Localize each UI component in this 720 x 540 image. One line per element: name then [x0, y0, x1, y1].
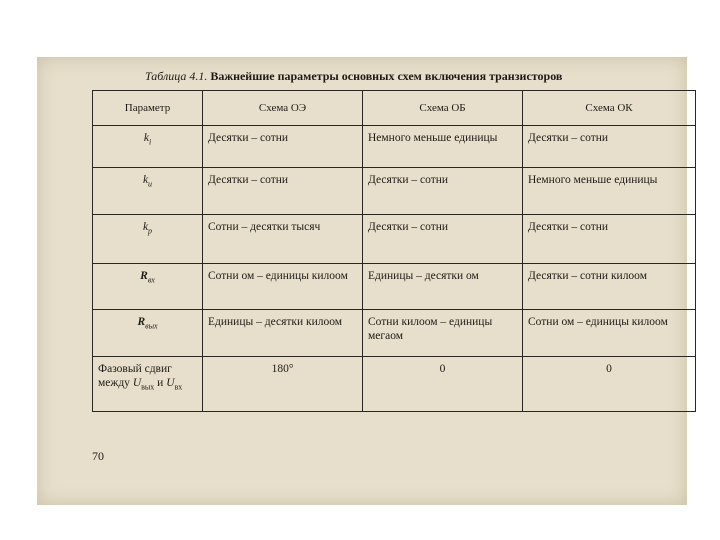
header-scheme-oe: Схема ОЭ	[203, 91, 363, 126]
phase-shift-text: Фазовый сдвиг между	[98, 363, 172, 389]
param-cell: $k_u$	[93, 168, 203, 215]
value-cell-oe: 180°	[203, 357, 363, 412]
value-cell-ob: Сотни килоом – единицы мегаом	[363, 310, 523, 357]
value-cell-ok: Немного меньше единицы	[523, 168, 696, 215]
value-cell-ok: 0	[523, 357, 696, 412]
header-scheme-ok: Схема ОК	[523, 91, 696, 126]
value-cell-ob: Единицы – десятки ом	[363, 264, 523, 310]
header-parameter: Параметр	[93, 91, 203, 126]
param-cell: $k_p$	[93, 215, 203, 264]
table-row	[93, 168, 696, 215]
book-page	[37, 57, 687, 505]
value-cell-oe: Сотни – десятки тысяч	[203, 215, 363, 264]
parameters-table	[92, 90, 696, 412]
caption-label: Таблица 4.1.	[145, 69, 208, 83]
param-cell: $R_{вх}$	[93, 264, 203, 310]
value-cell-oe: Десятки – сотни	[203, 168, 363, 215]
param-cell-phase-shift: Фазовый сдвиг между $U_{вых}$ и $U_{вх}$	[93, 357, 203, 412]
param-cell: $k_i$	[93, 126, 203, 168]
table-header-row	[93, 91, 696, 126]
value-cell-oe: Единицы – десятки килоом	[203, 310, 363, 357]
table-row	[93, 264, 696, 310]
value-cell-ob: Десятки – сотни	[363, 215, 523, 264]
value-cell-ok: Десятки – сотни	[523, 215, 696, 264]
header-scheme-ob: Схема ОБ	[363, 91, 523, 126]
value-cell-ok: Десятки – сотни килоом	[523, 264, 696, 310]
value-cell-ob: 0	[363, 357, 523, 412]
table-row	[93, 215, 696, 264]
caption-title: Важнейшие параметры основных схем включения транзисторов	[210, 69, 563, 83]
value-cell-ob: Немного меньше единицы	[363, 126, 523, 168]
param-cell: $R_{вых}$	[93, 310, 203, 357]
value-cell-ob: Десятки – сотни	[363, 168, 523, 215]
value-cell-oe: Десятки – сотни	[203, 126, 363, 168]
table-row	[93, 126, 696, 168]
value-cell-oe: Сотни ом – единицы килоом	[203, 264, 363, 310]
table-row	[93, 310, 696, 357]
table-caption	[145, 69, 665, 84]
value-cell-ok: Сотни ом – единицы килоом	[523, 310, 696, 357]
value-cell-ok: Десятки – сотни	[523, 126, 696, 168]
page-number: 70	[92, 449, 104, 463]
table-row	[93, 357, 696, 412]
